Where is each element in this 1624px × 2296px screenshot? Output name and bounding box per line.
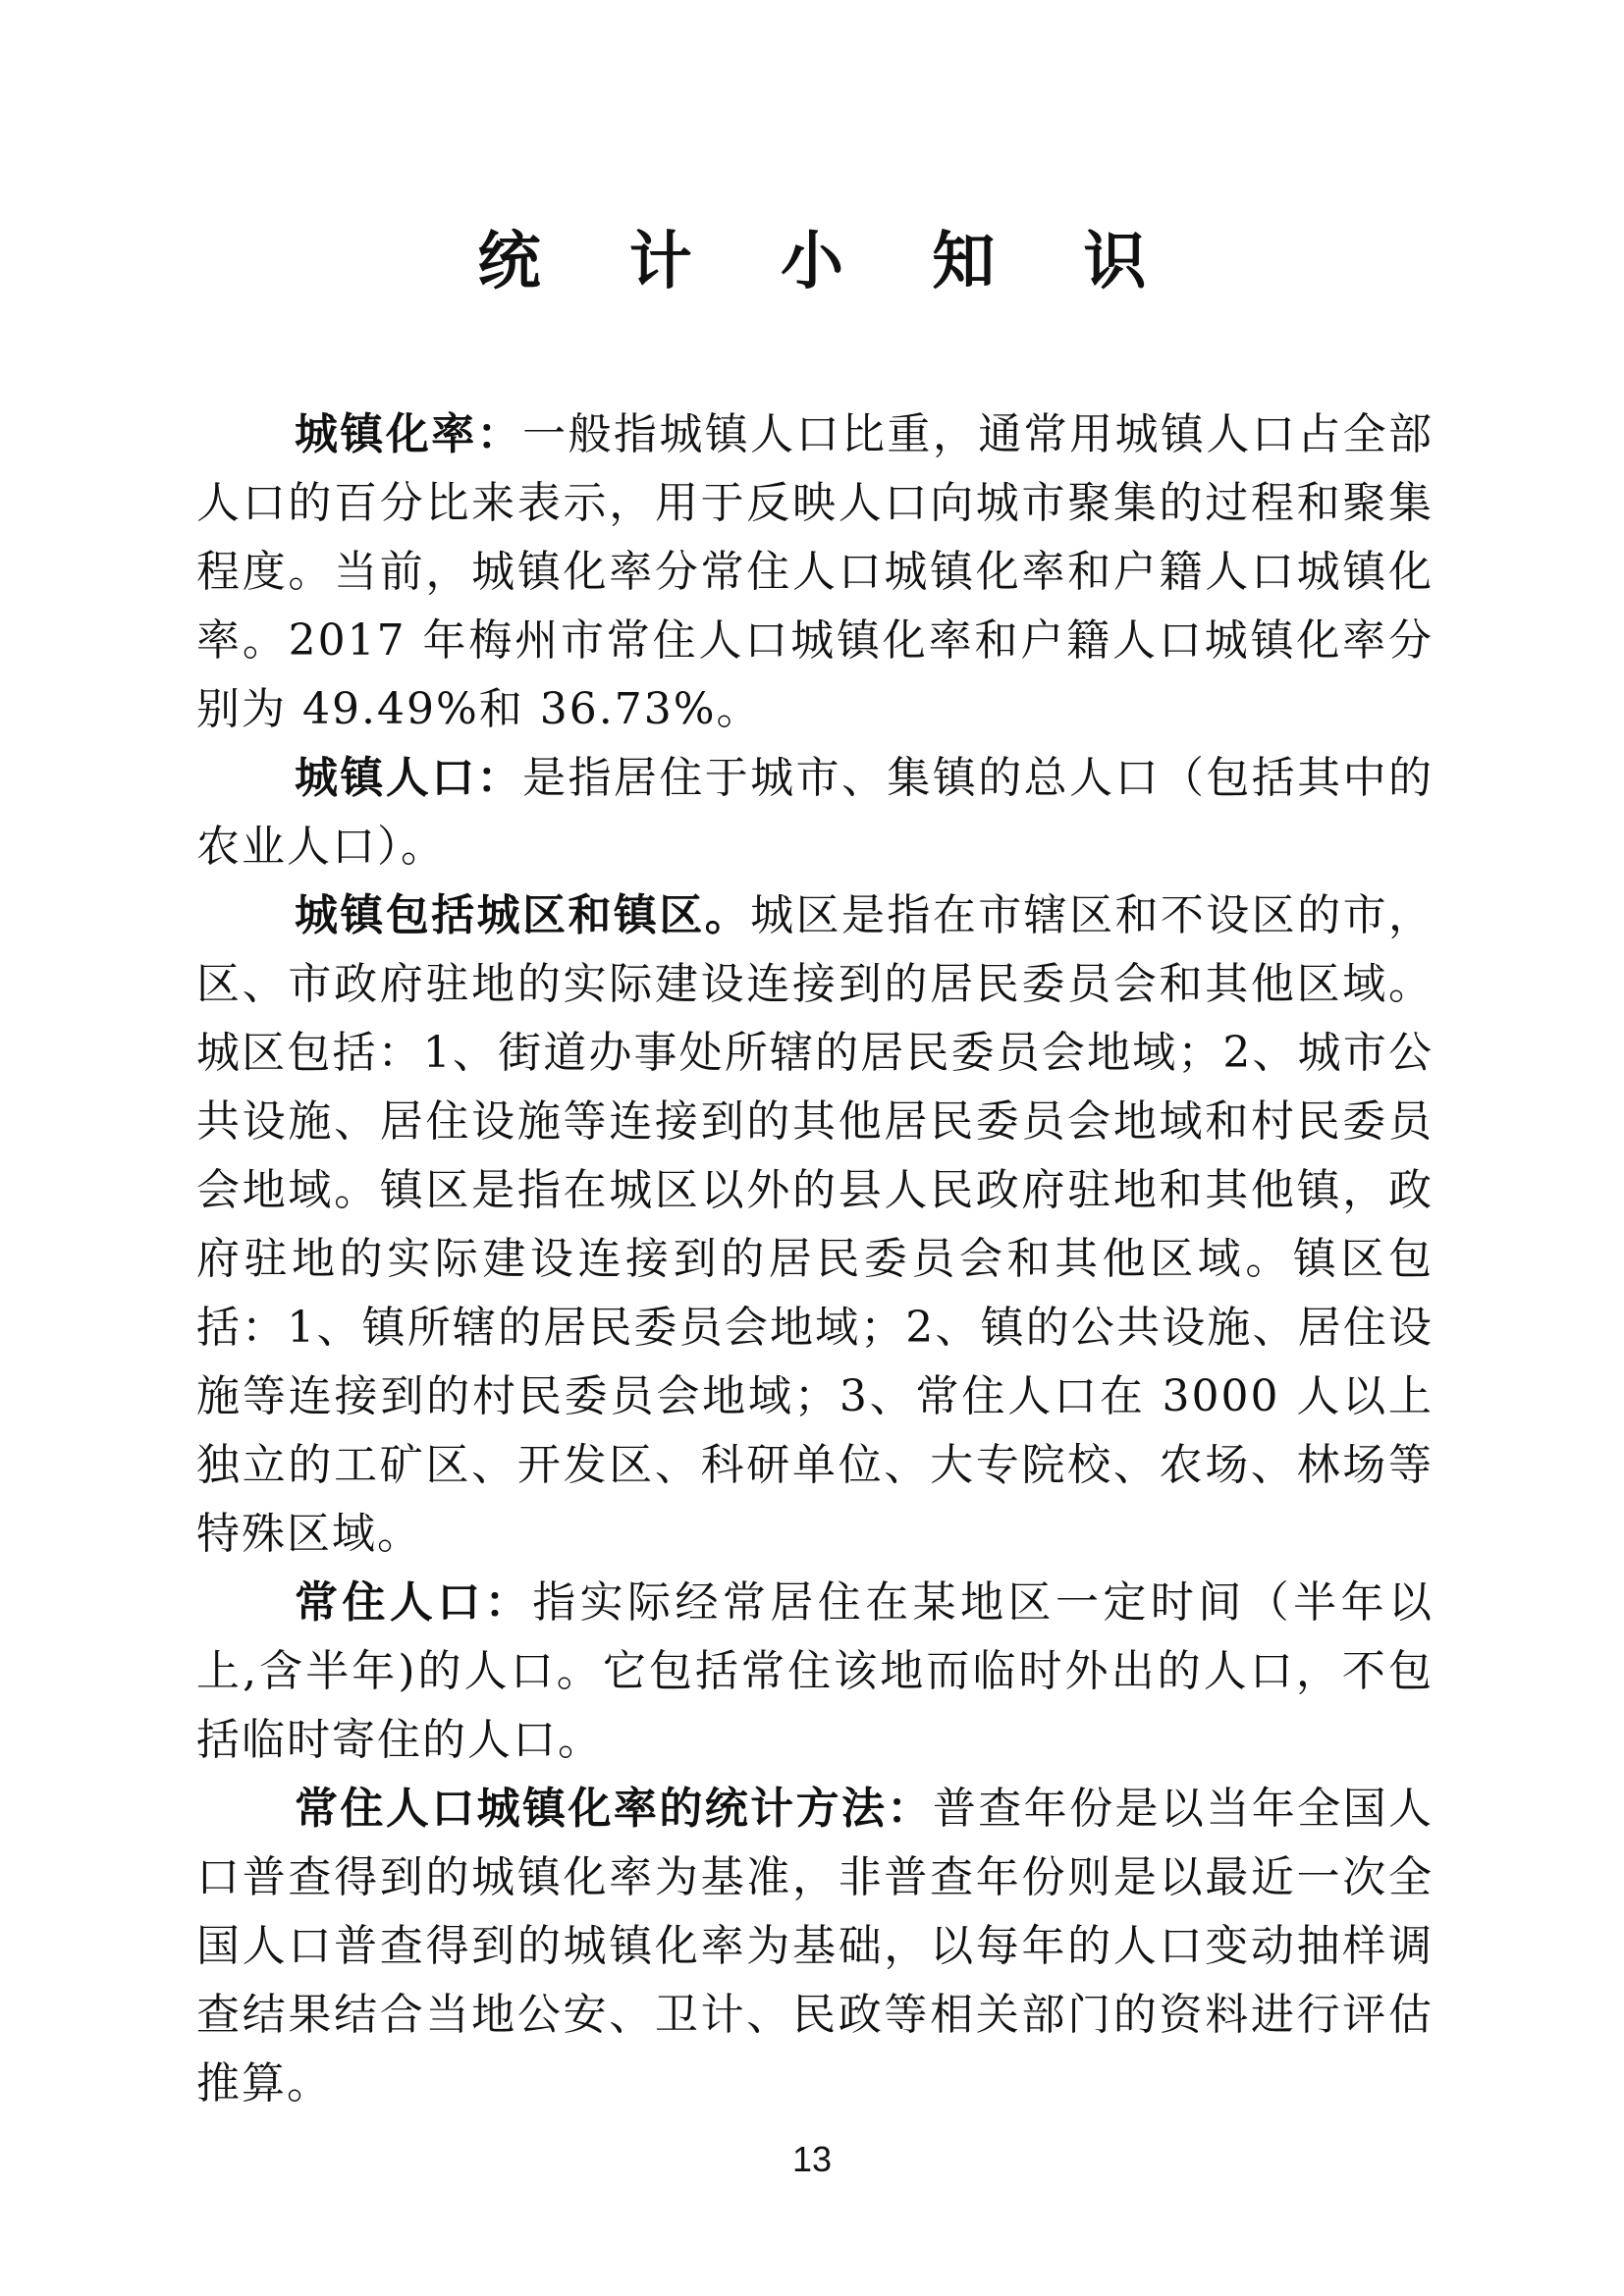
paragraph-urban-areas — [196, 881, 1434, 1569]
paragraph-statistical-method — [196, 1775, 1434, 2118]
term-urban-population: 城镇人口： — [295, 753, 523, 803]
article-body — [196, 400, 1434, 2118]
definition-resident-population: 指实际经常居住在某地区一定时间（半年以上,含半年)的人口。它包括常住该地而临时外出的人口，不包括临时寄住的人口。 — [196, 1577, 1435, 1765]
term-resident-population: 常住人口： — [295, 1577, 533, 1628]
page-title: 统 计 小 知 识 — [477, 226, 1180, 298]
definition-urban-population: 是指居住于城市、集镇的总人口（包括其中的农业人口）。 — [196, 753, 1435, 872]
paragraph-resident-population — [196, 1569, 1434, 1775]
page-number: 13 — [791, 2139, 833, 2179]
definition-urban-areas: 城区是指在市辖区和不设区的市，区、市政府驻地的实际建设连接到的居民委员会和其他区域。城区包括：1、街道办事处所辖的居民委员会地域；2、城市公共设施、居住设施等连接到的其他居民委员会地域和村民委员会地域。镇区是指在城区以外的县人民政府驻地和其他镇，政府驻地的实际建设连接到的居民委员会和其他区域。镇区包括：1、镇所辖的居民委员会地域；2、镇的公共设施、居住设施等连接到的村民委员会地域；3、常住人口在 3000 人以上独立的工矿区、开发区、科研单位、大专院校、农场、林场等特殊区域。 — [196, 890, 1435, 1559]
term-urban-areas: 城镇包括城区和镇区。 — [295, 890, 751, 940]
paragraph-urban-population — [196, 744, 1434, 881]
term-statistical-method: 常住人口城镇化率的统计方法： — [295, 1784, 933, 1834]
term-urbanization-rate: 城镇化率： — [295, 409, 523, 459]
paragraph-urbanization-rate — [196, 400, 1434, 744]
definition-urbanization-rate: 一般指城镇人口比重，通常用城镇人口占全部人口的百分比来表示，用于反映人口向城市聚集的过程和聚集程度。当前，城镇化率分常住人口城镇化率和户籍人口城镇化率。2017 年梅州市常住人口城镇化率和户籍人口城镇化率分别为 49.49%和 36.73%。 — [196, 409, 1435, 734]
definition-statistical-method: 普查年份是以当年全国人口普查得到的城镇化率为基准，非普查年份则是以最近一次全国人口普查得到的城镇化率为基础，以每年的人口变动抽样调查结果结合当地公安、卫计、民政等相关部门的资料进行评估推算。 — [196, 1784, 1435, 2109]
